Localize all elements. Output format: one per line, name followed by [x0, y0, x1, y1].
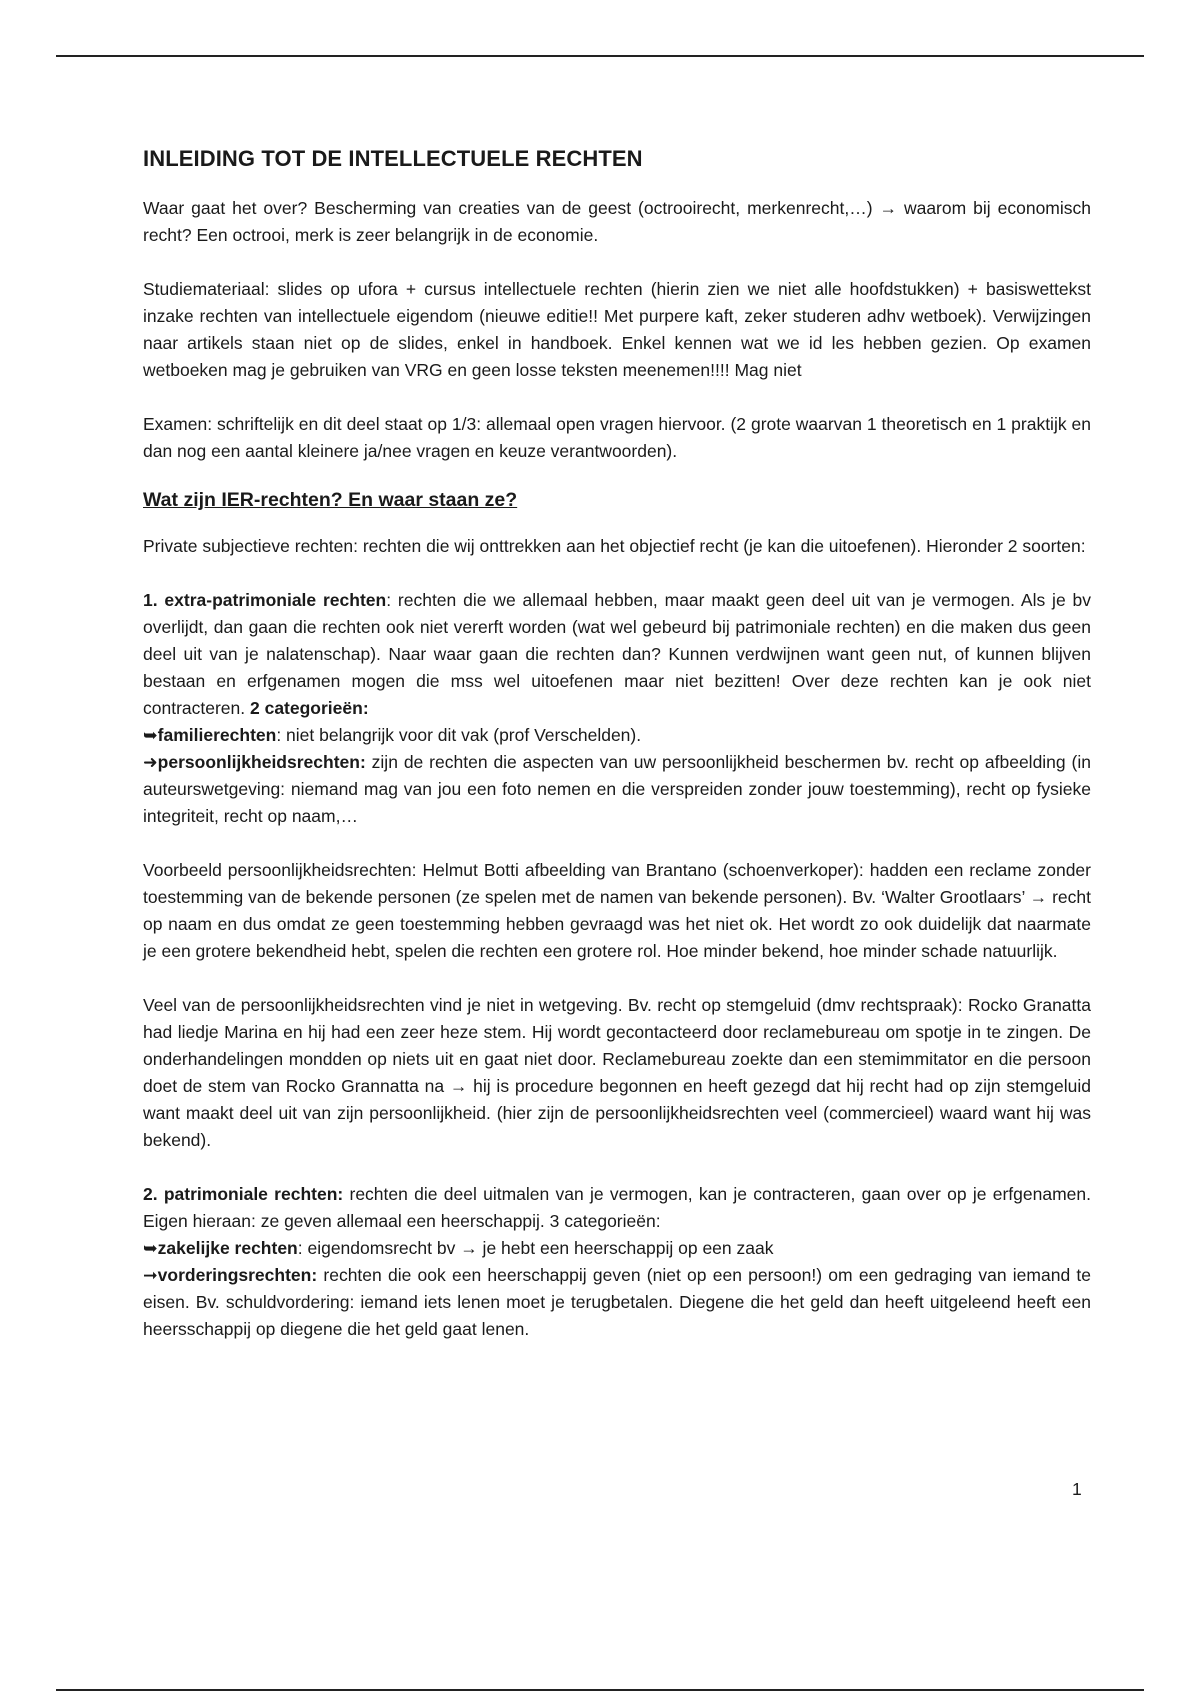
categories-label: 2 categorieën:: [250, 698, 369, 718]
patrimonial-label: 2. patrimoniale rechten:: [143, 1184, 344, 1204]
header-rule: [56, 55, 1144, 57]
zakelijke-rechten-text: : eigendomsrecht bv → je hebt een heerschappij op een zaak: [297, 1238, 774, 1258]
right-arrow-icon: ➞: [143, 1265, 158, 1285]
example-paragraph-stemgeluid: Veel van de persoonlijkheidsrechten vind je niet in wetgeving. Bv. recht op stemgeluid (dmv rechtspraak): Rocko Granatta had liedje Marina en hij had een zeer heze stem. Hij wordt gecontacteerd door reclamebureau om spotje in te zingen. De onderhandelingen mondden op niets uit en gaat niet door. Reclamebureau zoekte dan een stemimmitator en die persoon doet de stem van Rocko Grannatta na → hij is procedure begonnen en heeft gezegd dat hij recht had op zijn stemgeluid want maakt deel uit van zijn persoonlijkheid. (hier zijn de persoonlijkheidsrechten veel (commercieel) waard want hij was bekend).: [143, 995, 1091, 1150]
subjective-rights-paragraph: Private subjectieve rechten: rechten die wij onttrekken aan het objectief recht (je kan die uitoefenen). Hieronder 2 soorten:: [143, 536, 1086, 556]
list-item-persoonlijkheidsrechten: [143, 749, 1091, 830]
persoonlijkheidsrechten-text: zijn de rechten die aspecten van uw persoonlijkheid beschermen bv. recht op afbeelding (in auteurswetgeving: niemand mag van jou een foto nemen en die verspreiden zonder jouw toestemming), recht op fysieke integriteit, recht op naam,…: [143, 752, 1091, 826]
extra-patrimonial-paragraph: [143, 587, 1091, 722]
intro-paragraph-3: Examen: schriftelijk en dit deel staat op 1/3: allemaal open vragen hiervoor. (2 grote waarvan 1 theoretisch en 1 praktijk en dan nog een aantal kleinere ja/nee vragen en keuze verantwoorden).: [143, 414, 1091, 461]
page-number: 1: [1072, 1479, 1082, 1499]
zakelijke-rechten-label: zakelijke rechten: [157, 1238, 298, 1258]
document-body: [143, 144, 1091, 1370]
curved-arrow-icon: ➥: [143, 725, 158, 745]
vorderingsrechten-label: vorderingsrechten:: [157, 1265, 318, 1285]
intro-paragraph-1: Waar gaat het over? Bescherming van creaties van de geest (octrooirecht, merkenrecht,…) → waarom bij economisch recht? Een octrooi, merk is zeer belangrijk in de economie.: [143, 198, 1091, 245]
vorderingsrechten-text: rechten die ook een heerschappij geven (niet op een persoon!) om een gedraging van iemand te eisen. Bv. schuldvordering: iemand iets lenen moet je terugbetalen. Diegene die het geld dan heeft uitgeleend heeft een heersschappij op diegene die het geld gaat lenen.: [143, 1265, 1091, 1339]
extra-patrimonial-text: : rechten die we allemaal hebben, maar maakt geen deel uit van je vermogen. Als je bv overlijdt, dan gaan die rechten ook niet vererft worden (wat wel gebeurd bij patrimoniale rechten) en die maken dus geen deel uit van je nalatenschap). Naar waar gaan die rechten dan? Kunnen verdwijnen want geen nut, of kunnen blijven bestaan en erfgenamen mogen die mss wel uitoefenen maar niet bezitten! Over deze rechten kan je ook niet contracteren.: [143, 590, 1091, 718]
list-item-vorderingsrechten: [143, 1262, 1091, 1343]
persoonlijkheidsrechten-label: persoonlijkheidsrechten:: [157, 752, 366, 772]
list-item-familierechten: [143, 722, 1091, 749]
familierechten-label: familierechten: [157, 725, 277, 745]
patrimonial-paragraph: [143, 1181, 1091, 1235]
footer-rule: [56, 1689, 1144, 1691]
document-title: INLEIDING TOT DE INTELLECTUELE RECHTEN: [143, 146, 643, 171]
patrimonial-text: rechten die deel uitmalen van je vermogen, kan je contracteren, gaan over op je erfgenamen. Eigen hieraan: ze geven allemaal een heerschappij. 3 categorieën:: [143, 1184, 1091, 1231]
intro-paragraph-2: Studiemateriaal: slides op ufora + cursus intellectuele rechten (hierin zien we niet alle hoofdstukken) + basiswettekst inzake rechten van intellectuele eigendom (nieuwe editie!! Met purpere kaft, zeker studeren adhv wetboek). Verwijzingen naar artikels staan niet op de slides, enkel in handboek. Enkel kennen wat we id les hebben gezien. Op examen wetboeken mag je gebruiken van VRG en geen losse teksten meenemen!!!! Mag niet: [143, 279, 1091, 380]
section-heading: Wat zijn IER-rechten? En waar staan ze?: [143, 489, 518, 511]
familierechten-text: : niet belangrijk voor dit vak (prof Verschelden).: [276, 725, 642, 745]
example-paragraph-brantano: Voorbeeld persoonlijkheidsrechten: Helmut Botti afbeelding van Brantano (schoenverkoper): hadden een reclame zonder toestemming van de bekende personen (ze spelen met de namen van bekende personen). Bv. ‘Walter Grootlaars’ → recht op naam en dus omdat ze geen toestemming hebben gevraagd was het niet ok. Het wordt zo ook duidelijk dat naarmate je een grotere bekendheid hebt, spelen die rechten een grotere rol. Hoe minder bekend, hoe minder schade natuurlijk.: [143, 860, 1091, 961]
right-arrow-icon: ➜: [143, 752, 158, 772]
curved-arrow-icon: ➥: [143, 1238, 158, 1258]
extra-patrimonial-label: 1. extra-patrimoniale rechten: [143, 590, 387, 610]
list-item-zakelijke-rechten: [143, 1235, 1091, 1262]
